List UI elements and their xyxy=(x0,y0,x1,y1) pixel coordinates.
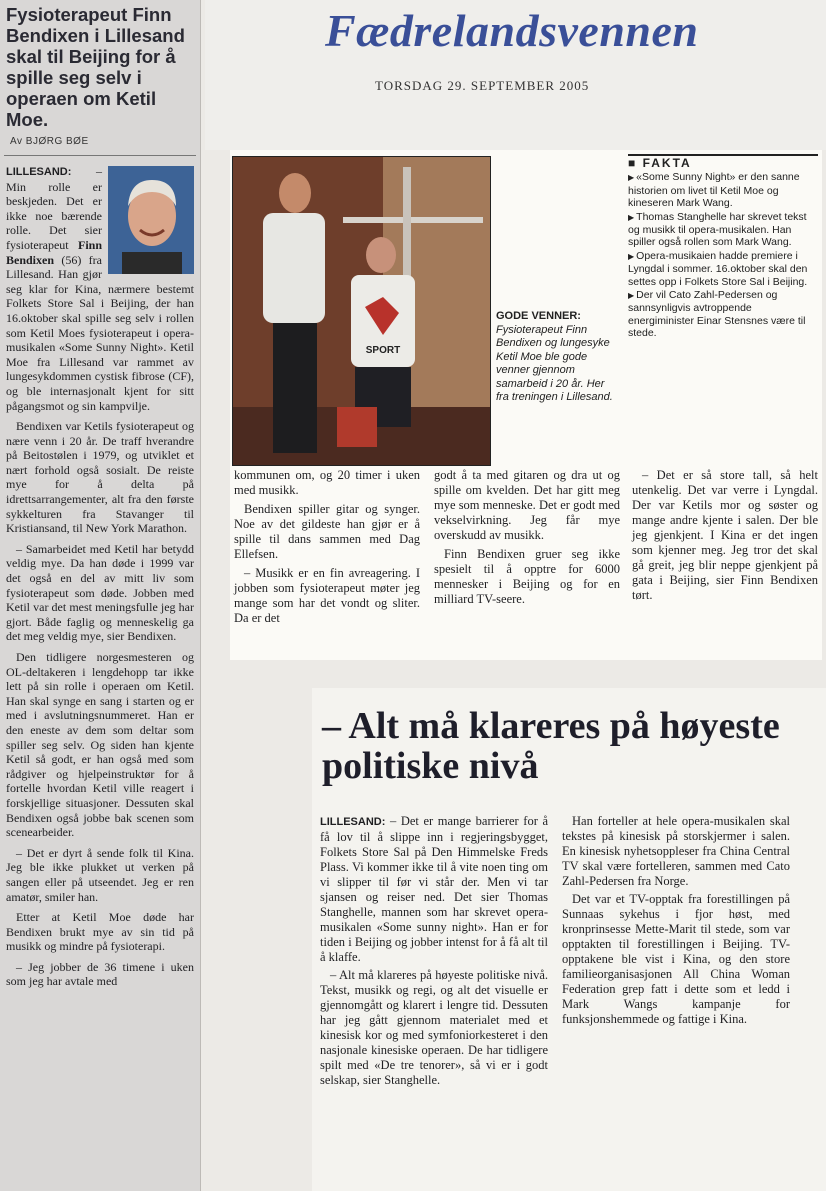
feature-paragraph: Finn Bendixen gruer seg ikke spesielt til å opptre for 6000 mennesker i Beijing og for en milliard TV-seere. xyxy=(434,547,620,606)
bottom-headline: – Alt må klareres på høyeste politiske nivå xyxy=(322,705,780,787)
photo-training-icon xyxy=(233,157,490,465)
bottom-article xyxy=(312,688,826,1191)
portrait-photo xyxy=(108,166,194,274)
fakta-title-text: FAKTA xyxy=(642,156,692,170)
fakta-item xyxy=(628,250,818,288)
feature-column-2 xyxy=(434,468,620,611)
arrow-icon: ▶ xyxy=(628,291,635,301)
feature-column-1 xyxy=(234,468,420,630)
bottom-text: – Det er mange barrierer for å få lov til å slippe inn i regjeringsbygget, Folkets Store Sal på Den Himmelske Freds Plass. Vi kommer ikke til å vite noen ting om vi slipper til før vi står der. Men vi tar sjansen og reiser ned. Det sier Thomas Stanghelle, mannen som har skrevet opera-musikalen «Some sunny night». Han er for tiden i Beijing og jobber intenst for å få alt til å klaffe. xyxy=(320,814,549,964)
dateline: LILLESAND: xyxy=(320,816,386,828)
dateline: LILLESAND: xyxy=(6,166,72,178)
shirt-print: SPORT xyxy=(365,345,401,356)
issue-date: TORSDAG 29. SEPTEMBER 2005 xyxy=(375,78,590,93)
sidebar-paragraph xyxy=(6,164,194,413)
sidebar-body xyxy=(0,156,200,989)
arrow-icon: ▶ xyxy=(628,173,635,183)
bottom-column-2 xyxy=(562,814,790,1030)
fakta-item xyxy=(628,171,818,209)
sidebar-article xyxy=(0,0,201,1191)
fakta-item-text: Thomas Stanghelle har skrevet tekst og musikk til opera-musikalen. Han spiller også rollen som Mark Wang. xyxy=(628,210,807,249)
feature-paragraph: – Musikk er en fin avreagering. I jobben som fysioterapeut møter jeg mange som har det vondt og sliter. Da er det xyxy=(234,566,420,625)
sidebar-paragraph: Etter at Ketil Moe døde har Bendixen brukt mye av sin tid på musikk og mindre på fysioterapi. xyxy=(6,910,194,954)
sidebar-paragraph: Den tidligere norgesmesteren og OL-deltakeren i lengdehopp tar ikke lett på sin rolle i operaen om Ketil. Han skal synge en sang i starten og er med i avslutningsnummeret. Han er den eneste av dem som deltar som spiller seg selv. Og siden han kjente Ketil så godt, er han også med som rådgiver og hjelpeinstruktør for å fortelle hvordan Ketil ville reagert i forskjellige situasjoner. Dessuten skal Bendixen også jobbe bak scenen som scenearbeider. xyxy=(6,650,194,840)
photo-caption xyxy=(496,310,616,405)
feature-paragraph: Bendixen spiller gitar og synger. Noe av det gildeste han gjør er å spille til dans sammen med Dag Ellefsen. xyxy=(234,502,420,561)
fakta-item xyxy=(628,211,818,249)
feature-column-3 xyxy=(632,468,818,607)
sidebar-paragraph: – Jeg jobber de 36 timene i uken som jeg har avtale med xyxy=(6,959,194,989)
caption-text: Fysioterapeut Finn Bendixen og lungesyke Ketil Moe ble gode venner gjennom samarbeid i 20 år. Her fra treningen i Lillesand. xyxy=(496,323,613,403)
byline: Av BJØRG BØE xyxy=(4,130,196,156)
bottom-paragraph: Det var et TV-opptak fra forestillingen på Sunnaas sykehus i fjor høst, med kronprinsesse Mette-Marit til stede, som var opptakten til forestillingen i Beijing. TV-opptakene ble vist i Kina, og den store familieorganisasjonen All China Woman Federation grep fatt i dette som et ledd i Mark Wangs kampanje for funksjonshemmede og fattige i Kina. xyxy=(562,892,790,1026)
fakta-item xyxy=(628,289,818,340)
fakta-item-text: «Some Sunny Night» er den sanne historien om livet til Ketil Moe og kineseren Mark Wang. xyxy=(628,171,800,210)
sidebar-headline: Fysioterapeut Finn Bendixen i Lillesand skal til Beijing for å spille seg selv i operaen om Ketil Moe. xyxy=(6,4,185,130)
person-name: Finn Bendixen xyxy=(6,237,102,267)
fakta-item-text: Der vil Cato Zahl-Pedersen og sannsynligvis avtroppende energiminister Einar Stensnes være til stede. xyxy=(628,289,806,340)
arrow-icon: ▶ xyxy=(628,212,635,222)
portrait-face-icon xyxy=(108,166,194,274)
sidebar-paragraph: – Samarbeidet med Ketil har betydd veldig mye. Da han døde i 1999 var det også en del av mitt liv som fysioterapeut som døde. Jobben med Ketil var det mest meningsfulle jeg har gjort. Både faglig og menneskelig ga det meg veldig mye, sier Bendixen. xyxy=(6,541,194,644)
sidebar-text: (56) fra Lillesand. Han gjør seg klar for Kina, nærmere bestemt Folkets Store Sal i Beijing, der han 16.oktober skal spille seg selv i rollen som Ketil Moes fysioterapeut i opera-musikalen «Some Sunny Night». Ketil Moe fra Lillesand var rammet av lungesykdommen cystisk fibrose (CF), og ble internasjonalt kjent for sitt pågangsmot og sin kampvilje. xyxy=(6,252,194,413)
bottom-paragraph: Han forteller at hele opera-musikalen skal tekstes på kinesisk på storskjermer i salen. En kinesisk nyhetsopplеser fra China Central TV skal være fortelleren, sammen med Cato Zahl-Pedersen fra Norge. xyxy=(562,814,790,888)
sidebar-text: – Min rolle er beskjeden. Det er ikke noe bærende rolle. Det sier fysioterapeut xyxy=(6,164,102,252)
fakta-box xyxy=(628,154,818,341)
feature-paragraph: kommunen om, og 20 timer i uken med musikk. xyxy=(234,468,420,497)
fakta-title: ■ FAKTA xyxy=(628,154,818,169)
sidebar-paragraph: Bendixen var Ketils fysioterapeut og nære venn i 20 år. De traff hverandre på Beitostølen i 1979, og utviklet et nært forhold også sosialt. De reiste mye for å delta på idrettsarrangementer, alt fra den første sykkelturen fra Stavanger til Kristiansand, til New York Marathon. xyxy=(6,419,194,536)
arrow-icon: ▶ xyxy=(628,251,635,261)
article-photo xyxy=(232,156,491,466)
fakta-item-text: Opera-musikaien hadde premiere i Lyngdal i sommer. 16.oktober skal den settes opp i Folkets Store Sal i Beijing. xyxy=(628,249,808,288)
bottom-paragraph xyxy=(320,814,548,965)
feature-paragraph: – Det er så store tall, så helt utenkelig. Det var verre i Lyngdal. Der var Ketils mor og søster og mange andre kjente i salen. Der ble jeg gjenkjent. I Kina er det ingen som kjenner meg. Jeg tror det skal gå greit, jeg blir neppe gjenkjent på gata i Beijing, sier Finn Bendixen tørt. xyxy=(632,468,818,602)
sidebar-paragraph: – Det er dyrt å sende folk til Kina. Jeg ble ikke plukket ut verken på sangen eller på utseendet. Jeg er ren amatør, smiler han. xyxy=(6,845,194,904)
masthead xyxy=(205,0,826,150)
caption-title: GODE VENNER: xyxy=(496,310,581,322)
bottom-paragraph: – Alt må klareres på høyeste politiske nivå. Tekst, musikk og regi, og alt det visuelle er gjennomgått og klarert i lengre tid. Dessuten har jeg gått gjennom materialet med et kinesisk kor og med symfoniorkesteret i den nasjonale kinesiske operaen. De har tidligere spilt med «De tre tenorer», så vi er i godt selskap, sier Stanghelle. xyxy=(320,968,548,1087)
newspaper-logo: Fædrelandsvennen xyxy=(325,5,699,56)
feature-article xyxy=(230,150,822,660)
bottom-column-1 xyxy=(320,814,548,1091)
feature-paragraph: godt å ta med gitaren og dra ut og spille om kvelden. Det har gitt meg mye som menneske. Det er godt med vekselvirkning. Jeg får mye overskudd av musikk. xyxy=(434,468,620,542)
